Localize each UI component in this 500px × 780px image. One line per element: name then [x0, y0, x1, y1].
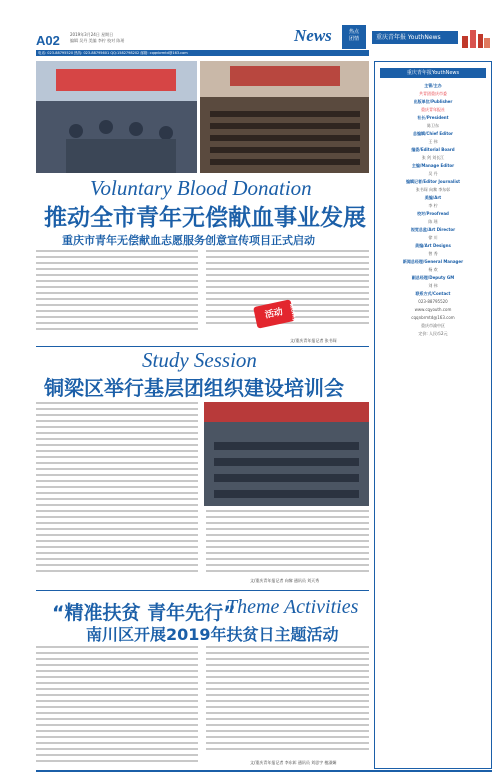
mast-key: 校对/Proofread: [417, 211, 449, 216]
mast-val: 共青团重庆市委: [419, 91, 447, 96]
section-divider-1: [36, 346, 369, 347]
brand-banner: 重庆青年报 YouthNews: [372, 31, 458, 44]
mast-key: 出版单位/Publisher: [413, 99, 453, 104]
article1-title: 推动全市青年无偿献血事业发展: [44, 205, 366, 231]
mast-val: 023-88795520: [418, 299, 448, 304]
mast-val: 陈卫东: [427, 123, 439, 128]
event-photo-right: [200, 61, 369, 173]
masthead-title: 重庆青年报YouthNews: [380, 68, 486, 78]
stamp-en: Activity: [288, 303, 298, 321]
article1-subtitle: 重庆市青年无偿献血志愿服务创意宣传项目正式启动: [62, 234, 315, 247]
mast-key: 美编/Art: [424, 195, 442, 200]
mast-val: 徐 川: [428, 235, 438, 240]
article2-byline: 文/重庆青年报记者 向黎 通讯员 刘天秀: [250, 578, 320, 583]
article2-body-right: [206, 510, 369, 578]
section-badge: [342, 25, 366, 49]
mast-val: 重庆青年报社: [421, 107, 445, 112]
mast-price: 定价: 人民币2元: [418, 331, 448, 336]
article1-byline: 文/重庆青年报记者 张书琛: [290, 338, 337, 343]
date-info: [70, 32, 124, 44]
mast-key: 新闻总经理/General Manager: [402, 259, 464, 264]
mast-val: 李 柠: [428, 203, 438, 208]
mast-val: 杨 欢: [428, 267, 438, 272]
contact-info: 电话: 023-88795520 热线: 023-88795601 QQ:1582798202 邮箱: cqqnbrmtd@163.com: [38, 51, 188, 55]
article1-body-left: [36, 250, 198, 336]
mast-addr: 重庆市渝中区: [421, 323, 445, 328]
mast-key: 美编/Art Designs: [415, 243, 451, 248]
stamp-text: 活动: [264, 307, 284, 321]
mast-val: 吴 丹: [428, 171, 438, 176]
article3-eng-title: Theme Activities: [226, 596, 359, 618]
masthead-list: [380, 82, 486, 338]
event-photo-left: [36, 61, 197, 173]
mast-key: 社长/President: [417, 115, 449, 120]
mast-val: 张书琛 向黎 李东彰: [415, 187, 451, 192]
badge-bottom: 团情: [348, 36, 359, 42]
footer-rule: [36, 770, 492, 772]
article1-body-right: [206, 250, 369, 336]
date-line: 2019年3月24日 星期日: [70, 32, 114, 37]
mast-val: 张 剑 刘长江: [421, 155, 445, 160]
mast-key: 视觉总监/Art Director: [410, 227, 456, 232]
article2-body-left: [36, 402, 198, 578]
mast-key: 总编辑/Chief Editor: [412, 131, 454, 136]
news-label: News: [294, 26, 332, 45]
training-photo: [204, 402, 369, 506]
mast-key: 主编/Manage Editor: [411, 163, 455, 168]
article3-body-right: [206, 646, 369, 754]
mast-val: 王 伟: [428, 139, 438, 144]
mast-key: 主管/主办: [424, 83, 442, 88]
mast-key: 编委/Editorial Board: [411, 147, 455, 152]
building-logo-icon: [460, 26, 492, 48]
page-number: A02: [36, 33, 60, 48]
mast-key: 编辑记者/Editor Journalist: [405, 179, 461, 184]
article3-title: “精准扶贫 青年先行”: [52, 602, 236, 624]
article3-byline: 文/重庆青年报记者 李东彰 通讯员 刘思宇 植淑娴: [250, 760, 337, 765]
article2-title: 铜梁区举行基层团组织建设培训会: [44, 376, 344, 400]
top-photos: [36, 61, 369, 173]
article3-body-left: [36, 646, 198, 764]
mast-val: 陈 瑶: [428, 219, 438, 224]
mast-key: 副总经理/Deputy GM: [411, 275, 455, 280]
page-header: [0, 0, 500, 58]
section-divider-2: [36, 590, 369, 591]
mast-email[interactable]: cqqnbrmtd@163.com: [411, 315, 455, 320]
mast-val: 曾 秀: [428, 251, 438, 256]
mast-key: 联系方式/Contact: [415, 291, 451, 296]
editor-line: 编辑 吴丹 美编 李柠 校对 陈瑶: [70, 38, 125, 43]
mast-val: 刘 伟: [428, 283, 438, 288]
badge-top: 热点: [348, 29, 359, 35]
mast-web[interactable]: www.cqyouth.com: [414, 307, 452, 312]
article3-subtitle: 南川区开展2019年扶贫日主题活动: [86, 625, 339, 644]
article1-eng-title: Voluntary Blood Donation: [90, 176, 312, 200]
article2-eng-title: Study Session: [142, 348, 257, 372]
